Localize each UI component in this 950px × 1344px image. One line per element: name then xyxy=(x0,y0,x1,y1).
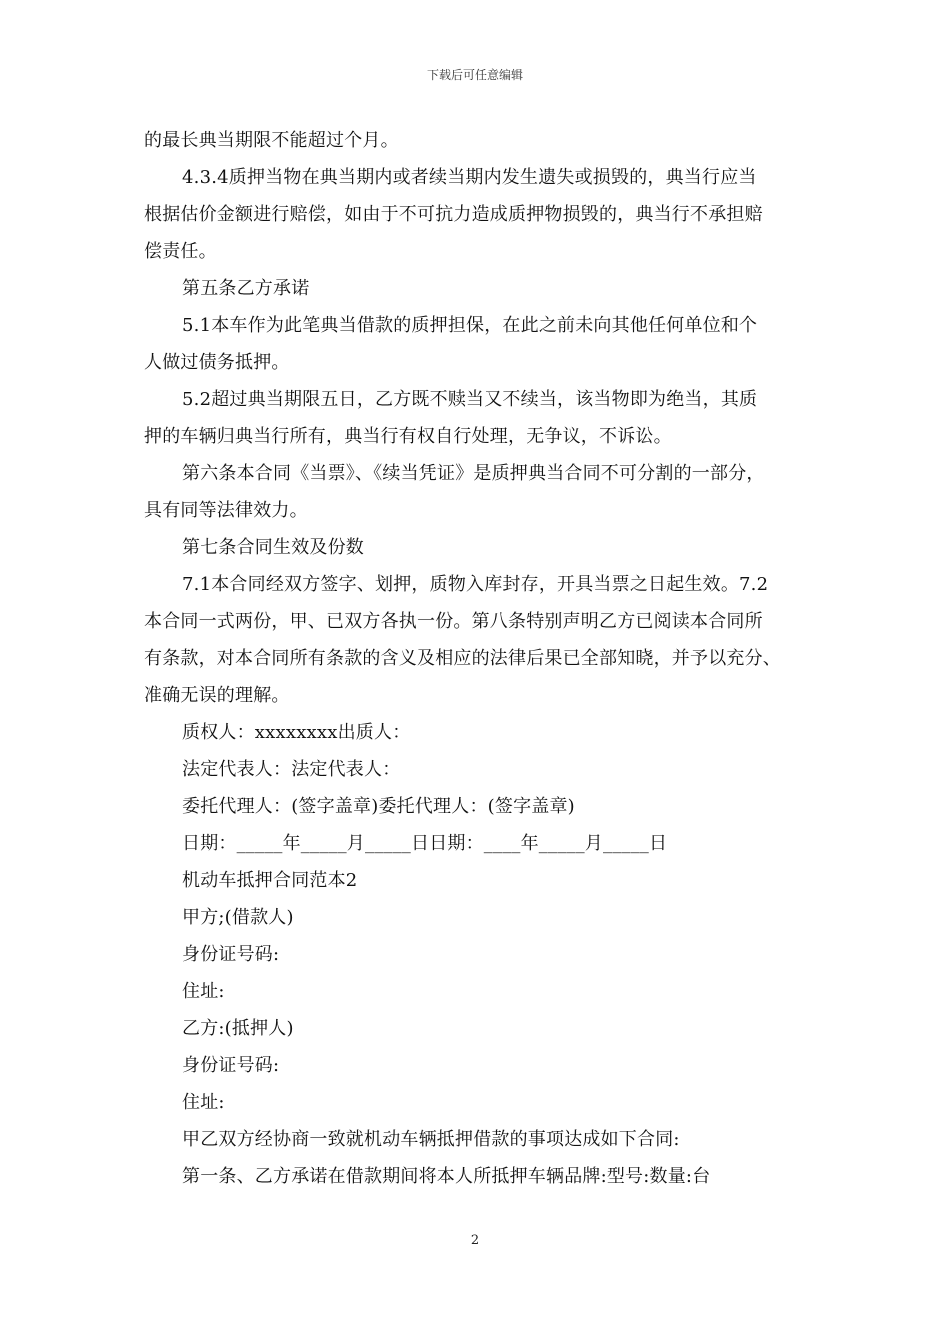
text-line: 的最长典当期限不能超过个月。 xyxy=(144,130,399,151)
text-line: 委托代理人：(签字盖章)委托代理人：(签字盖章) xyxy=(182,796,575,817)
text-line: 第一条、乙方承诺在借款期间将本人所抵押车辆品牌:型号:数量:台 xyxy=(182,1166,711,1187)
text-line: 具有同等法律效力。 xyxy=(144,500,308,521)
text-line: 日期：_____年_____月_____日日期：____年_____月_____日 xyxy=(182,833,668,854)
document-body xyxy=(144,122,824,1195)
text-line: 甲方;(借款人) xyxy=(182,907,294,928)
text-line: 7.1本合同经双方签字、划押，质物入库封存，开具当票之日起生效。7.2 xyxy=(182,574,769,595)
text-line: 第七条合同生效及份数 xyxy=(182,537,364,558)
text-line: 4.3.4质押当物在典当期内或者续当期内发生遗失或损毁的，典当行应当 xyxy=(182,167,757,188)
text-line: 身份证号码: xyxy=(182,944,280,965)
text-line: 住址: xyxy=(182,981,225,1002)
text-line: 人做过债务抵押。 xyxy=(144,352,290,373)
text-line: 本合同一式两份，甲、已双方各执一份。第八条特别声明乙方已阅读本合同所 xyxy=(144,611,763,632)
page-number: 2 xyxy=(470,1233,480,1248)
text-line: 质权人：xxxxxxxx出质人： xyxy=(182,722,411,743)
text-line: 有条款，对本合同所有条款的含义及相应的法律后果已全部知晓，并予以充分、 xyxy=(144,648,781,669)
page-header: 下载后可任意编辑 xyxy=(426,68,523,82)
text-line: 乙方:(抵押人) xyxy=(182,1018,294,1039)
text-line: 5.2超过典当期限五日，乙方既不赎当又不续当，该当物即为绝当，其质 xyxy=(182,389,758,410)
text-line: 第五条乙方承诺 xyxy=(182,278,310,299)
text-line: 机动车抵押合同范本2 xyxy=(182,870,358,891)
text-line: 准确无误的理解。 xyxy=(144,685,290,706)
text-line: 第六条本合同《当票》、《续当凭证》是质押典当合同不可分割的一部分， xyxy=(182,463,765,484)
text-line: 根据估价金额进行赔偿，如由于不可抗力造成质押物损毁的，典当行不承担赔 xyxy=(144,204,763,225)
text-line: 住址: xyxy=(182,1092,225,1113)
text-line: 法定代表人：法定代表人： xyxy=(182,759,401,780)
text-line: 身份证号码: xyxy=(182,1055,280,1076)
text-line: 押的车辆归典当行所有，典当行有权自行处理，无争议，不诉讼。 xyxy=(144,426,672,447)
text-line: 甲乙双方经协商一致就机动车辆抵押借款的事项达成如下合同: xyxy=(182,1129,680,1150)
text-line: 5.1本车作为此笔典当借款的质押担保，在此之前未向其他任何单位和个 xyxy=(182,315,758,336)
text-line: 偿责任。 xyxy=(144,241,217,262)
